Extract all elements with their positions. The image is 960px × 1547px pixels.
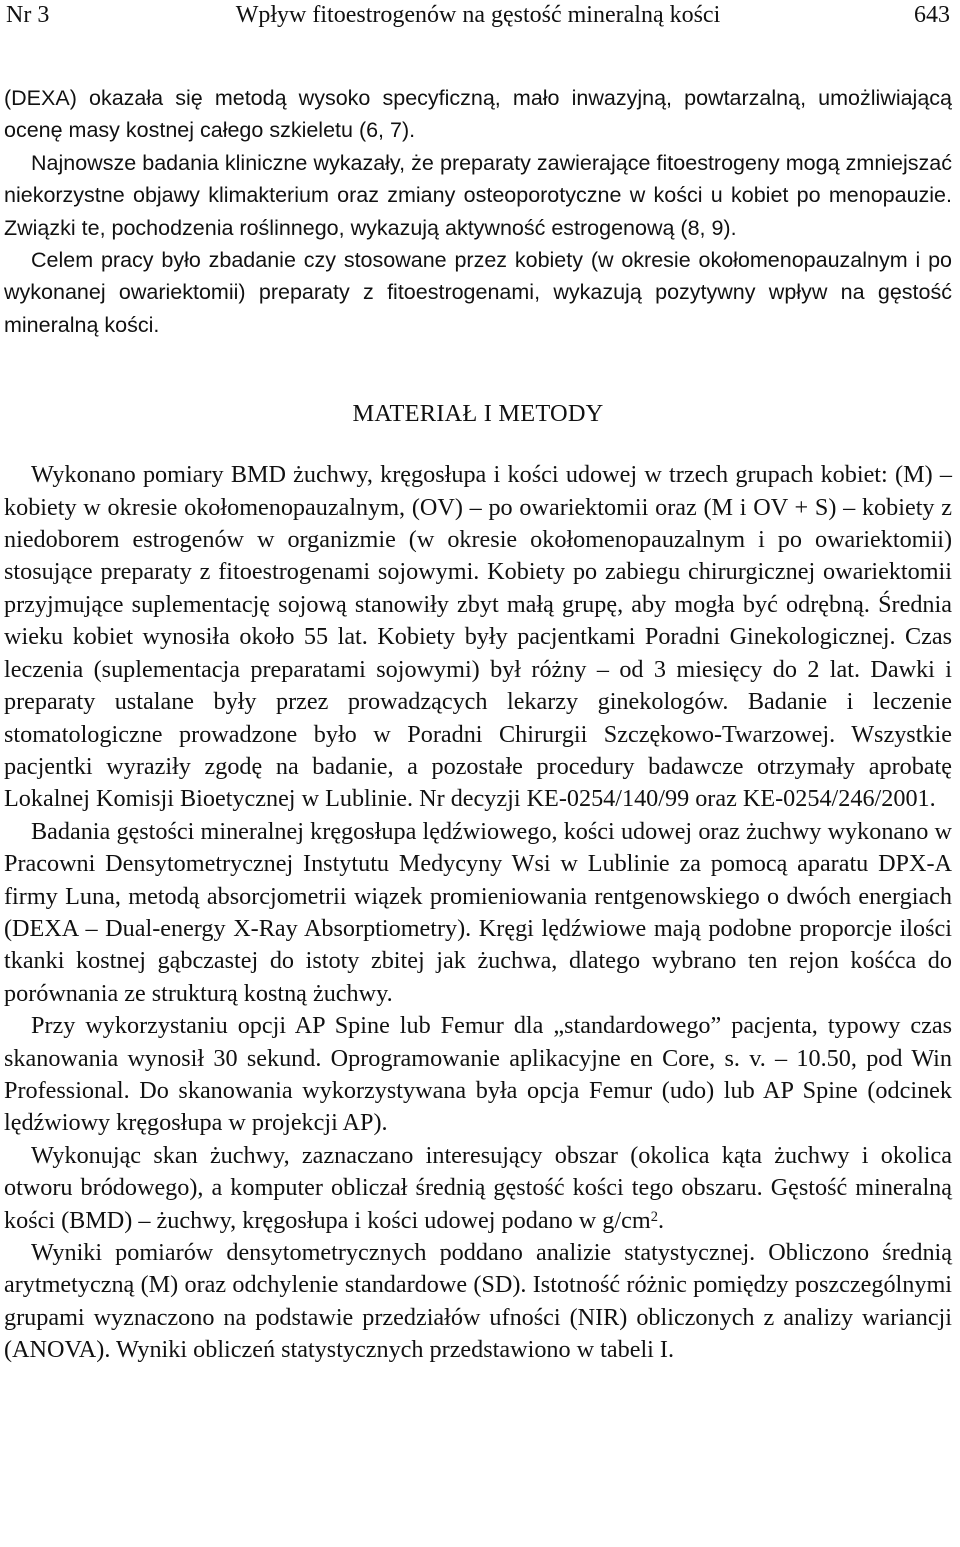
methods-paragraph-1: Wykonano pomiary BMD żuchwy, kręgosłupa i kości udowej w trzech grupach kobiet: (M) – kobiety w okresie okołomenopauzalnym, (OV) – po owariektomii oraz (M i OV + S) – kobiety z niedoborem estrogenów w organizmie (w okresie okołomenopauzalnym i po owariektomii) stosujące preparaty z fitoestrogenami sojowymi. Kobiety po zabiegu chirurgicznej owariektomii przyjmujące suplementację sojową stanowiły zbyt małą grupę, aby mogła być odrębną. Średnia wieku kobiet wynosiła około 55 lat. Kobiety były pacjentkami Poradni Ginekologicznej. Czas leczenia (suplementacja preparatami sojowymi) był różny – od 3 miesięcy do 2 lat. Dawki i preparaty ustalane były przez prowadzących lekarzy ginekologów. Badanie i leczenie stomatologiczne prowadzone było w Poradni Chirurgii Szczękowo-Twarzowej. Wszystkie pacjentki wyraziły zgodę na badanie, a pozostałe procedury badawcze otrzymały aprobatę Lokalnej Komisji Bioetycznej w Lublinie. Nr decyzji KE-0254/140/99 oraz KE-0254/246/2001.: [4, 461, 952, 813]
methods-paragraph-4-end: .: [657, 1206, 664, 1234]
running-header: [4, 0, 952, 30]
methods-block: [4, 459, 952, 1366]
page-number: 643: [914, 2, 950, 28]
methods-paragraph-3: Przy wykorzystaniu opcji AP Spine lub Femur dla „standardowego” pacjenta, typowy czas skanowania wynosił 30 sekund. Oprogramowanie aplikacyjne en Core, s. v. – 10.50, pod Win Professional. Do skanowania wykorzystywana była opcja Femur (udo) lub AP Spine (odcinek lędźwiowy kręgosłupa w projekcji AP).: [4, 1012, 952, 1137]
methods-paragraph-4: [4, 1140, 952, 1237]
article-body: [4, 82, 952, 1367]
issue-number: Nr 3: [6, 2, 50, 28]
intro-paragraph-2: Najnowsze badania kliniczne wykazały, że preparaty zawierające fitoestrogeny mogą zmniejszać niekorzystne objawy klimakterium oraz zmiany osteoporotyczne w kości u kobiet po menopauzie. Związki te, pochodzenia roślinnego, wykazują aktywność estrogenową (8, 9).: [4, 150, 952, 240]
superscript-2: 2: [650, 1208, 658, 1225]
section-heading: MATERIAŁ I METODY: [352, 400, 604, 428]
intro-block: [4, 82, 952, 341]
methods-paragraph-2: Badania gęstości mineralnej kręgosłupa lędźwiowego, kości udowej oraz żuchwy wykonano w Pracowni Densytometrycznej Instytutu Medycyny Wsi w Lublinie za pomocą aparatu DPX-A firmy Luna, metodą absorcjometrii wiązek promieniowania rentgenowskiego o dwóch energiach (DEXA – Dual-energy X-Ray Absorptiometry). Kręgi lędźwiowe mają podobne proporcje ilości tkanki kostnej gąbczastej do istoty zbitej jak żuchwa, dlatego wybrano ten rejon kośćca do porównania ze strukturą kostną żuchwy.: [4, 817, 952, 1007]
running-title: Wpływ fitoestrogenów na gęstość mineralną kości: [235, 2, 721, 28]
methods-paragraph-5: Wyniki pomiarów densytometrycznych poddano analizie statystycznej. Obliczono średnią arytmetyczną (M) oraz odchylenie standardowe (SD). Istotność różnic pomiędzy poszczególnymi grupami wyznaczono na podstawie przedziałów ufności (NIR) obliczonych z analizy wariancji (ANOVA). Wyniki obliczeń statystycznych przedstawiono w tabeli I.: [4, 1239, 952, 1364]
intro-paragraph-1: (DEXA) okazała się metodą wysoko specyficzną, mało inwazyjną, powtarzalną, umożliwiającą ocenę masy kostnej całego szkieletu (6, 7).: [4, 86, 952, 143]
intro-paragraph-3: Celem pracy było zbadanie czy stosowane przez kobiety (w okresie okołomenopauzalnym i po wykonanej owariektomii) preparaty z fitoestrogenami, wykazują pozytywny wpływ na gęstość mineralną kości.: [4, 248, 952, 337]
methods-paragraph-4-text: Wykonując skan żuchwy, zaznaczano interesujący obszar (okolica kąta żuchwy i okolica otworu bródowego), a komputer obliczał średnią gęstość kości tego obszaru. Gęstość mineralną kości (BMD) – żuchwy, kręgosłupa i kości udowej podano w g/cm: [4, 1141, 952, 1234]
